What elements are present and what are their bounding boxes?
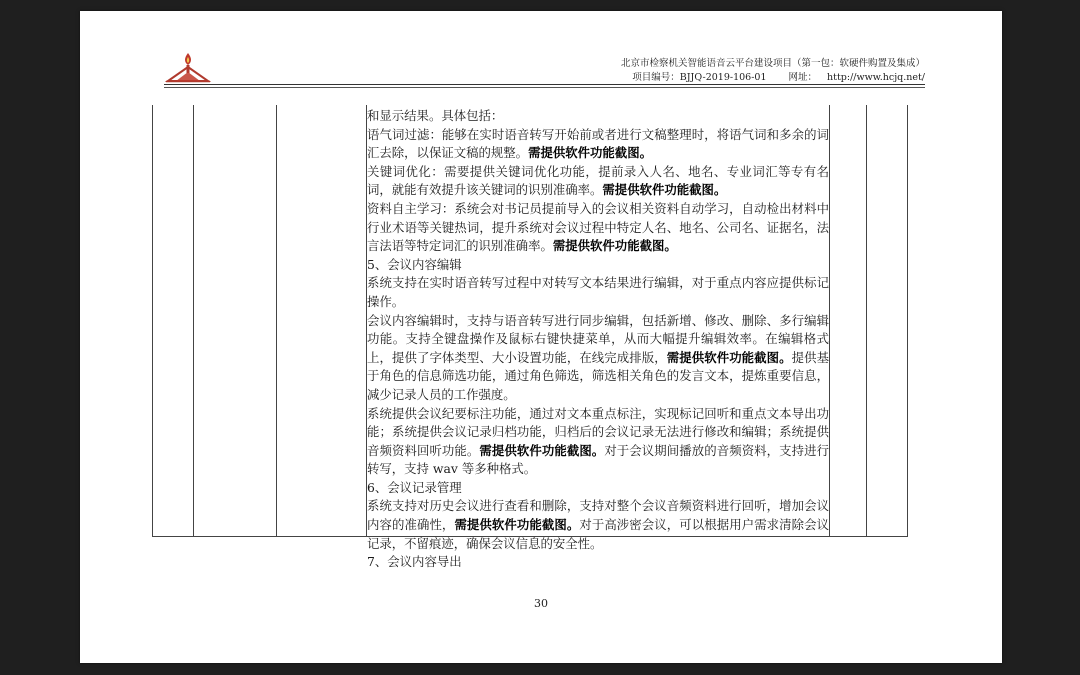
section-heading: 6、会议记录管理	[367, 479, 462, 495]
page-number: 30	[534, 597, 548, 610]
project-title: 北京市检察机关智能语音云平台建设项目（第一包：软硬件购置及集成）	[620, 58, 925, 69]
header-divider	[164, 84, 925, 85]
document-page	[80, 11, 1002, 663]
table-border-left	[152, 105, 153, 536]
page-header	[621, 57, 925, 85]
requirements-table	[152, 105, 908, 570]
table-column-divider	[276, 105, 277, 536]
table-column-divider	[866, 105, 867, 536]
table-column-divider	[193, 105, 194, 536]
procuratorate-logo-icon	[164, 51, 212, 83]
project-number: 项目编号：BJJQ-2019-106-01	[632, 72, 767, 83]
text-line: 关键词优化：需要提供关键词优化功能，提前录入人名、地名、专业词汇等专有名词，就能有效提升该关键词的识别准确率。需提供软件功能截图。	[367, 163, 829, 198]
text-line: 系统支持对历史会议进行查看和删除，支持对整个会议音频资料进行回听，增加会议内容的准确性，需提供软件功能截图。对于高涉密会议，可以根据用户需求清除会议记录，不留痕迹，确保会议信息的安全性。	[367, 498, 830, 551]
website-link[interactable]: http://www.hcjq.net/	[827, 72, 925, 83]
text-line: 系统提供会议纪要标注功能，通过对文本重点标注，实现标记回听和重点文本导出功能；系统提供会议记录归档功能，归档后的会议记录无法进行修改和编辑；系统提供音频资料回听功能。需提供软件功能截图。对于会议期间播放的音频资料，支持进行转写，支持 wav 等多种格式。	[367, 405, 830, 477]
text-line: 资料自主学习：系统会对书记员提前导入的会议相关资料自动学习，自动检出材料中行业术语等关键热词，提升系统对会议过程中特定人名、地名、公司名、证据名，法言法语等特定词汇的识别准确率。需提供软件功能截图。	[367, 200, 829, 254]
text-line: 系统支持在实时语音转写过程中对转写文本结果进行编辑，对于重点内容应提供标记操作。	[367, 275, 829, 309]
requirement-text-cell	[367, 107, 829, 572]
table-column-divider	[829, 105, 830, 536]
section-heading: 5、会议内容编辑	[367, 256, 462, 272]
section-heading: 7、会议内容导出	[367, 554, 462, 570]
table-border-right	[907, 105, 908, 536]
text-line: 会议内容编辑时，支持与语音转写进行同步编辑，包括新增、修改、删除、多行编辑功能。支持全键盘操作及鼠标右键快捷菜单，从而大幅提升编辑效率。在编辑格式上，提供了字体类型、大小设置功能，在线完成排版，需提供软件功能截图。提供基于角色的信息筛选功能，通过角色筛选，筛选相关角色的发言文本，提炼重要信息，减少记录人员的工作强度。	[367, 312, 830, 402]
text-line: 和显示结果。具体包括：	[367, 108, 504, 123]
header-divider-thin	[164, 87, 925, 88]
website-label: 网址：	[788, 72, 818, 83]
text-line: 语气词过滤：能够在实时语音转写开始前或者进行文稿整理时，将语气词和多余的词汇去除，以保证文稿的规整。需提供软件功能截图。	[367, 126, 829, 161]
